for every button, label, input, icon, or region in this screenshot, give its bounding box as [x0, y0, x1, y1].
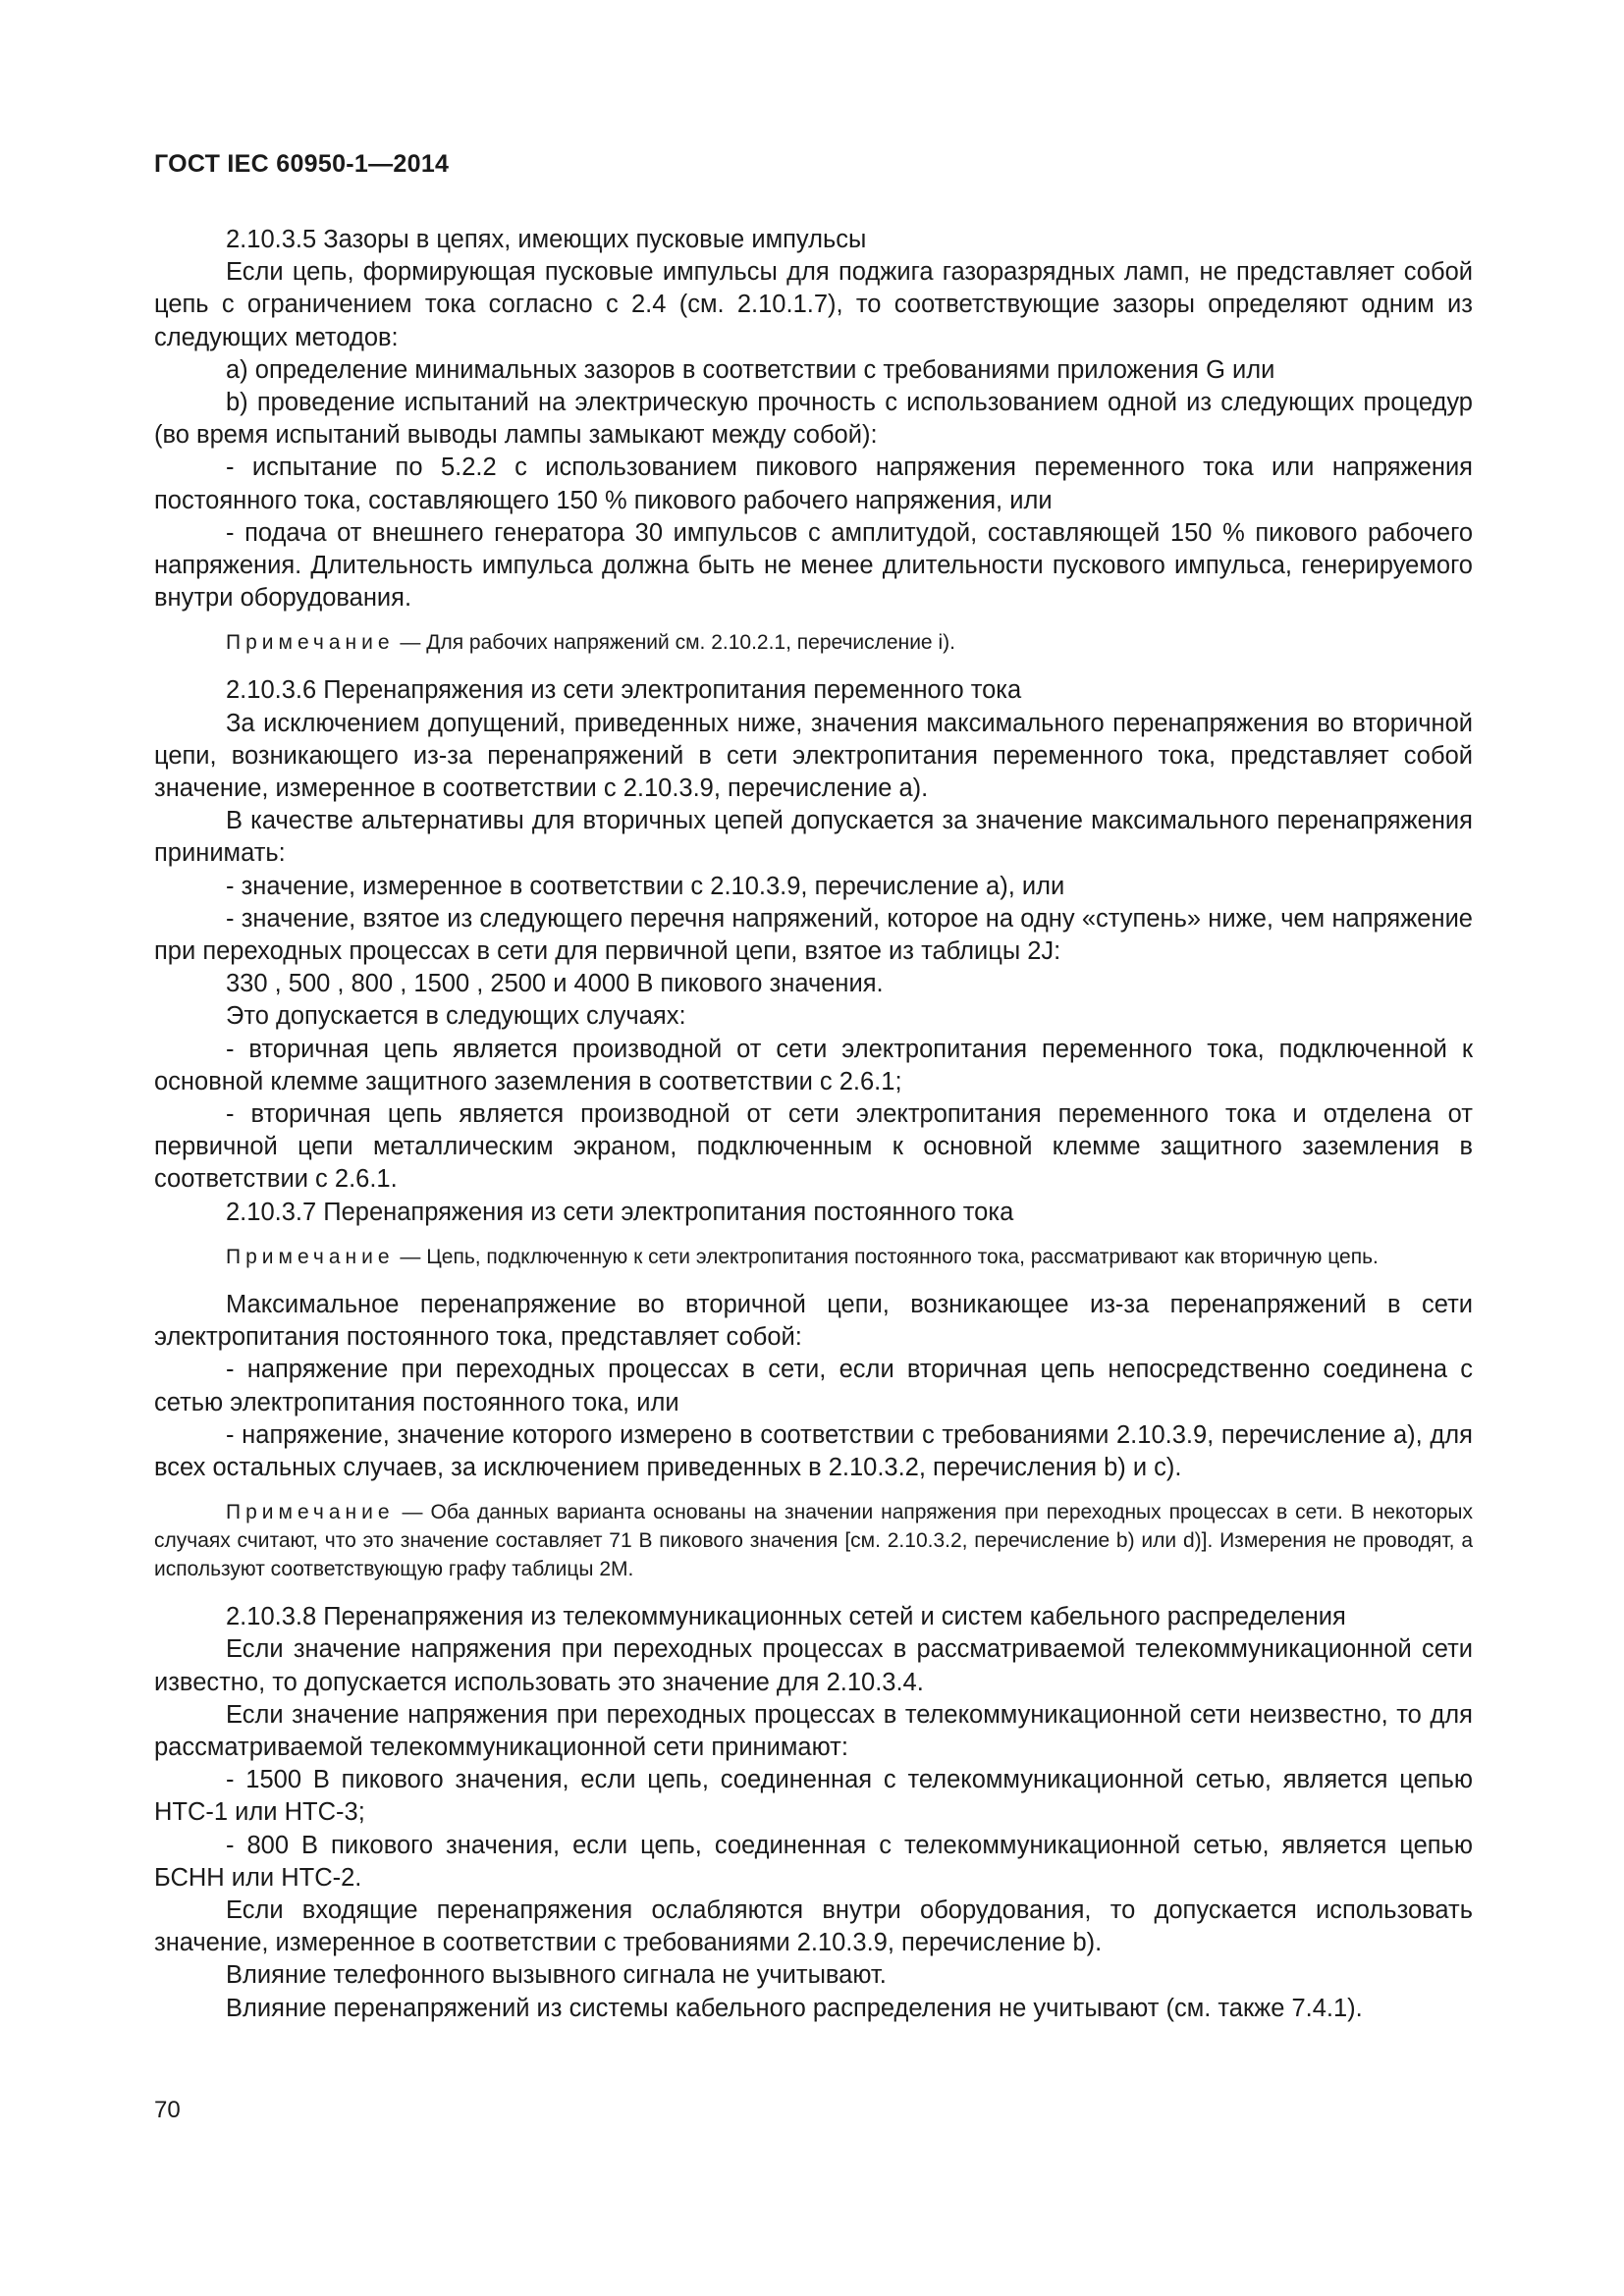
body-paragraph: Это допускается в следующих случаях: — [226, 1002, 686, 1031]
note-paragraph — [154, 1498, 1473, 1583]
note-text: — Для рабочих напряжений см. 2.10.2.1, перечисление i). — [394, 631, 955, 655]
body-paragraph: В качестве альтернативы для вторичных цепей допускается за значение максимального перенапряжения принимать: — [154, 807, 1473, 868]
document-body — [154, 224, 1473, 2025]
body-paragraph: 330 , 500 , 800 , 1500 , 2500 и 4000 В пикового значения. — [226, 970, 884, 998]
body-paragraph: - значение, взятое из следующего перечня напряжений, которое на одну «ступень» ниже, чем напряжение при переходных процессах в сети для первичной цепи, взятое из таблицы 2J: — [154, 904, 1473, 966]
body-paragraph: Влияние телефонного вызывного сигнала не учитывают. — [226, 1961, 887, 1990]
body-paragraph: b) проведение испытаний на электрическую прочность с использованием одной из следующих процедур (во время испытаний выводы лампы замыкают между собой): — [154, 389, 1473, 450]
body-paragraph: Если значение напряжения при переходных процессах в телекоммуникационной сети неизвестно, то для рассматриваемой телекоммуникационной сети принимают: — [154, 1700, 1473, 1761]
body-paragraph: а) определение минимальных зазоров в соответствии с требованиями приложения G или — [226, 355, 1275, 384]
note-label: Примечание — [226, 631, 395, 655]
body-paragraph: 2.10.3.5 Зазоры в цепях, имеющих пусковые импульсы — [226, 226, 867, 253]
body-paragraph: - 800 В пикового значения, если цепь, соединенная с телекоммуникационной сетью, является цепью БСНН или НТС-2. — [154, 1831, 1473, 1892]
body-paragraph: Влияние перенапряжений из системы кабельного распределения не учитывают (см. также 7.4.1). — [226, 1994, 1363, 2022]
body-paragraph: 2.10.3.6 Перенапряжения из сети электропитания переменного тока — [226, 676, 1022, 705]
note-text: — Цепь, подключенную к сети электропитания постоянного тока, рассматривают как вторичную цепь. — [394, 1245, 1379, 1268]
body-paragraph: - подача от внешнего генератора 30 импульсов с амплитудой, составляющей 150 % пикового рабочего напряжения. Длительность импульса должна быть не менее длительности пускового импульса, генерируемого внутри оборудования. — [154, 518, 1473, 613]
body-paragraph: Если значение напряжения при переходных процессах в рассматриваемой телекоммуникационной сети известно, то допускается использовать это значение для 2.10.3.4. — [154, 1635, 1473, 1696]
body-paragraph: - значение, измеренное в соответствии с 2.10.3.9, перечисление а), или — [226, 872, 1065, 900]
note-paragraph — [154, 628, 1473, 657]
body-paragraph: - 1500 В пикового значения, если цепь, соединенная с телекоммуникационной сетью, является цепью НТС-1 или НТС-3; — [154, 1766, 1473, 1827]
body-paragraph: - напряжение, значение которого измерено в соответствии с требованиями 2.10.3.9, перечисление а), для всех остальных случаев, за исключением приведенных в 2.10.3.2, перечисления b) и с). — [154, 1420, 1473, 1481]
note-text: — Оба данных варианта основаны на значении напряжения при переходных процессах в сети. В некоторых случаях считают, что это значение составляет 71 В пикового значения [см. 2.10.3.2, перечисление b) или d)]. Измерения не проводят, а используют соответствующую графу таблицы 2М. — [154, 1501, 1473, 1581]
body-paragraph: 2.10.3.7 Перенапряжения из сети электропитания постоянного тока — [226, 1198, 1014, 1226]
note-paragraph — [154, 1243, 1473, 1271]
body-paragraph: Если входящие перенапряжения ослабляются внутри оборудования, то допускается использовать значение, измеренное в соответствии с требованиями 2.10.3.9, перечисление b). — [154, 1896, 1473, 1957]
body-paragraph: - напряжение при переходных процессах в сети, если вторичная цепь непосредственно соединена с сетью электропитания постоянного тока, или — [154, 1356, 1473, 1416]
body-paragraph: За исключением допущений, приведенных ниже, значения максимального перенапряжения во вторичной цепи, возникающего из-за перенапряжений в сети электропитания переменного тока, представляет собой значение, измеренное в соответствии с 2.10.3.9, перечисление а). — [154, 709, 1473, 803]
body-paragraph: Если цепь, формирующая пусковые импульсы для поджига газоразрядных ламп, не представляет собой цепь с ограничением тока согласно с 2.4 (см. 2.10.1.7), то соответствующие зазоры определяют одним из следующих методов: — [154, 258, 1473, 351]
note-label: Примечание — [226, 1245, 395, 1268]
body-paragraph: - испытание по 5.2.2 с использованием пикового напряжения переменного тока или напряжения постоянного тока, составляющего 150 % пикового рабочего напряжения, или — [154, 454, 1473, 514]
body-paragraph: - вторичная цепь является производной от сети электропитания переменного тока, подключенной к основной клемме защитного заземления в соответствии с 2.6.1; — [154, 1035, 1473, 1095]
note-label: Примечание — [226, 1501, 395, 1524]
body-paragraph: Максимальное перенапряжение во вторичной цепи, возникающее из-за перенапряжений в сети электропитания постоянного тока, представляет собой: — [154, 1290, 1473, 1352]
body-paragraph: 2.10.3.8 Перенапряжения из телекоммуникационных сетей и систем кабельного распределения — [226, 1603, 1346, 1631]
body-paragraph: - вторичная цепь является производной от сети электропитания переменного тока и отделена от первичной цепи металлическим экраном, подключенным к основной клемме защитного заземления в соответствии с 2.6.1. — [154, 1100, 1473, 1194]
page-header: ГОСТ IEC 60950-1—2014 — [154, 150, 450, 178]
page-number: 70 — [154, 2097, 181, 2123]
